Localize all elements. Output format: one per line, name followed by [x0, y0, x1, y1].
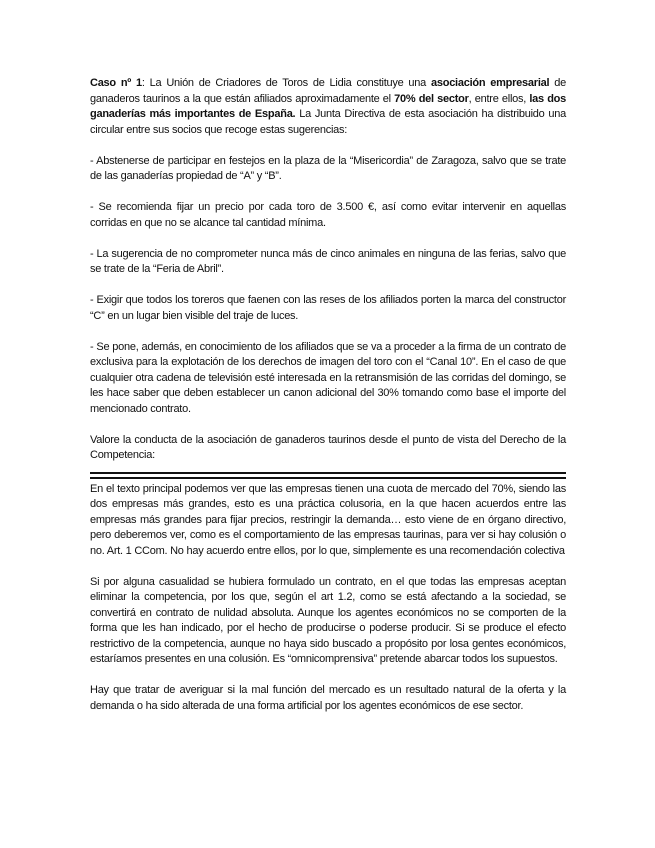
case-number: Caso nº 1: [90, 77, 142, 89]
answer-paragraph-3: Hay que tratar de averiguar si la mal función del mercado es un resultado natural de la oferta y la demanda o ha sido alterada de una forma artificial por los agentes económicos de ese sector.: [90, 684, 566, 712]
answer-paragraph-2: Si por alguna casualidad se hubiera formulado un contrato, en el que todas las empresas aceptan eliminar la competencia, por los que, según el art 1.2, como se está afectando a la sociedad, se convertirá en contrato de nulidad absoluta. Aunque los agentes económicos no se comporten de la forma que les han indicado, por el hecho de producirse o poderse producir. Si se produce el efecto restrictivo de la competencia, aunque no haya sido buscado a propósito por losa gentes económicos, estaríamos presentes en una colusión. Es “omnicomprensiva” pretende abarcar todos los supuestos.: [90, 575, 566, 665]
suggestion-2: - Se recomienda fijar un precio por cada toro de 3.500 €, así como evitar intervenir en aquellas corridas en que no se alcance tal cantidad mínima.: [90, 201, 566, 229]
document-body: [90, 76, 566, 730]
answer-paragraph-1: En el texto principal podemos ver que las empresas tienen una cuota de mercado del 70%, siendo las dos empresas más grandes, esto es una práctica colusoria, en la que hacen acuerdos entre las empresas más grandes para fijar precios, restringir la demanda… esto viene de en órgano directivo, pero deberemos ver, como es el comportamiento de las empresas taurinas, para ver si hay colusión o no. Art. 1 CCom. No hay acuerdo entre ellos, por lo que, simplemente es una recomendación colectiva: [90, 482, 566, 557]
suggestion-5: - Se pone, además, en conocimiento de los afiliados que se va a proceder a la firma de un contrato de exclusiva para la explotación de los derechos de imagen del toro con el “Canal 10”. En el caso de que cualquier otra cadena de televisión esté interesada en la retransmisión de las corridas del domingo, se les hace saber que deben establecer un canon adicional del 30% tomando como base el importe del mencionado contrato.: [90, 340, 566, 415]
suggestion-4: - Exigir que todos los toreros que faenen con las reses de los afiliados porten la marca del constructor “C” en un lugar bien visible del traje de luces.: [90, 294, 566, 322]
question-paragraph: Valore la conducta de la asociación de ganaderos taurinos desde el punto de vista del Derecho de la Competencia:: [90, 433, 566, 461]
divider-line-2: [90, 477, 566, 479]
suggestion-3: - La sugerencia de no comprometer nunca más de cinco animales en ninguna de las ferias, salvo que se trate de la “Feria de Abril”.: [90, 247, 566, 275]
divider-line-1: [90, 472, 566, 474]
suggestion-1: - Abstenerse de participar en festejos en la plaza de la “Misericordia” de Zaragoza, salvo que se trate de las ganaderías propiedad de “A” y “B”.: [90, 154, 566, 182]
case-intro-paragraph: Caso nº 1: La Unión de Criadores de Toros de Lidia constituye una asociación empresarial de ganaderos taurinos a la que están afiliados aproximadamente el 70% del sector, entre ellos, las dos ganaderías más importantes de España. La Junta Directiva de esta asociación ha distribuido una circular entre sus socios que recoge estas sugerencias:: [90, 77, 566, 136]
